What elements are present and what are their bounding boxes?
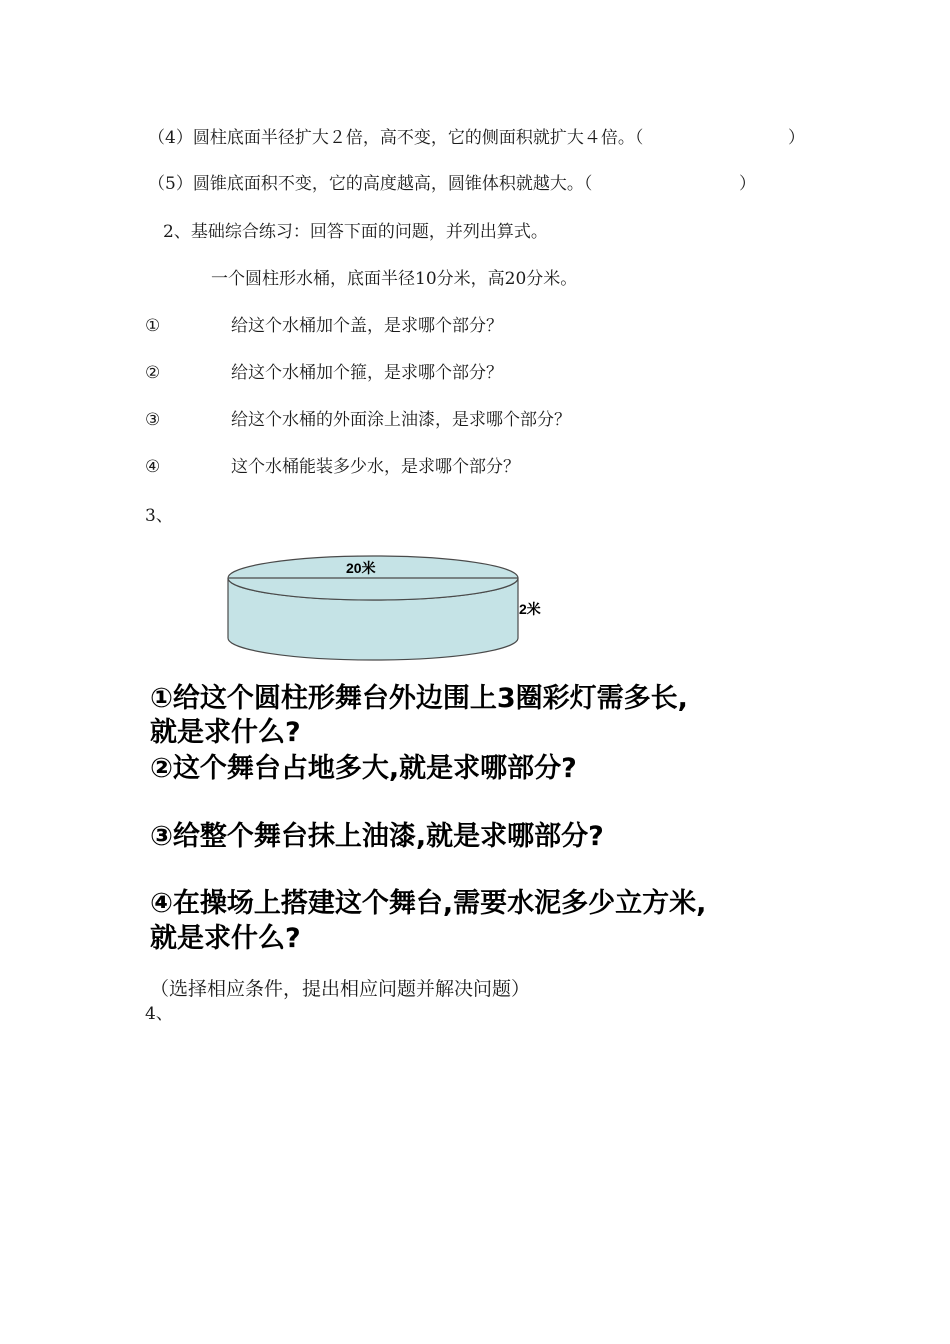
- bucket-intro: 一个圆柱形水桶，底面半径10分米，高20分米。: [211, 269, 578, 289]
- sub-4-number: ④: [145, 457, 161, 477]
- question-5-text: （5）圆锥底面积不变，它的高度越高，圆锥体积就越大。（: [148, 174, 593, 194]
- sub-4-text: 这个水桶能装多少水，是求哪个部分？: [231, 457, 520, 477]
- question-5-close-paren: ）: [739, 174, 756, 194]
- stage-question-4-line-1: ④在操场上搭建这个舞台,需要水泥多少立方米,: [150, 888, 707, 919]
- sub-2-text: 给这个水桶加个箍，是求哪个部分？: [231, 363, 503, 383]
- stage-question-1-line-2: 就是求什么?: [150, 717, 301, 748]
- question-4-close-paren: ）: [788, 128, 805, 148]
- sub-3-number: ③: [145, 410, 161, 430]
- sub-3-text: 给这个水桶的外面涂上油漆，是求哪个部分？: [231, 410, 571, 430]
- section-4-heading: 4、: [145, 1004, 173, 1024]
- section-3-heading: 3、: [145, 506, 173, 526]
- height-label: 2米: [519, 601, 541, 617]
- sub-2-number: ②: [145, 363, 161, 383]
- sub-1-text: 给这个水桶加个盖，是求哪个部分？: [231, 316, 503, 336]
- question-4-text: （4）圆柱底面半径扩大２倍，高不变，它的侧面积就扩大４倍。（: [148, 128, 644, 148]
- section-2-heading: 2、基础综合练习：回答下面的问题，并列出算式。: [163, 222, 548, 242]
- sub-1-number: ①: [145, 316, 161, 336]
- stage-question-3: ③给整个舞台抹上油漆,就是求哪部分?: [150, 821, 604, 852]
- diameter-label: 20米: [346, 560, 376, 576]
- stage-question-2: ②这个舞台占地多大,就是求哪部分?: [150, 753, 577, 784]
- instruction-note: （选择相应条件，提出相应问题并解决问题）: [150, 978, 531, 1000]
- stage-question-1-line-1: ①给这个圆柱形舞台外边围上3圈彩灯需多长,: [150, 683, 688, 714]
- cylinder-stage-figure: [220, 548, 560, 668]
- stage-question-4-line-2: 就是求什么?: [150, 923, 301, 954]
